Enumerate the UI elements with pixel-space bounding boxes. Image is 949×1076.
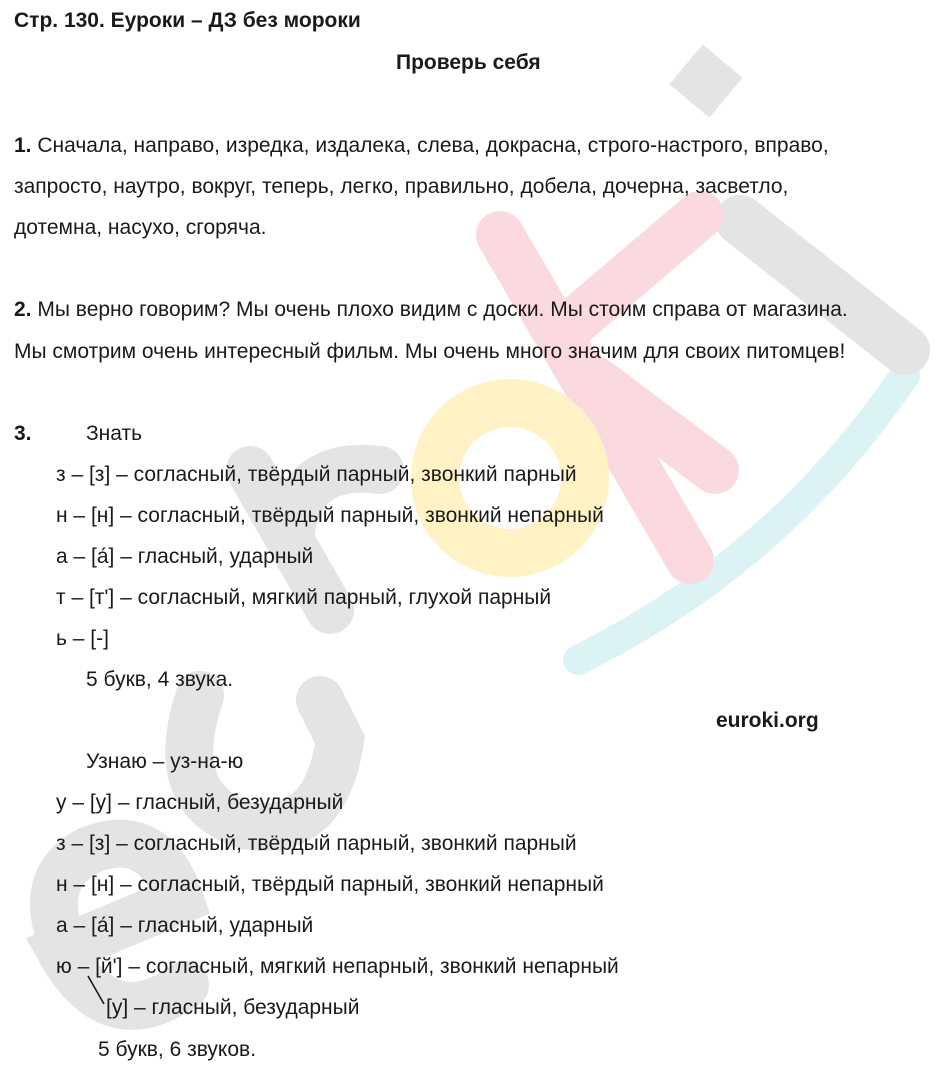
task2-number: 2. xyxy=(14,298,32,321)
word1-letter-2: н – [н] – согласный, твёрдый парный, звонкий непарный xyxy=(56,504,604,527)
word2-letter-4: а – [а́] – гласный, ударный xyxy=(56,914,314,937)
task3-number: 3. xyxy=(14,422,32,445)
word2-letter-5: ю – [й'] – согласный, мягкий непарный, звонкий непарный xyxy=(56,955,619,978)
task1-line-1: 1. Сначала, направо, изредка, издалека, слева, докрасна, строго-настрого, вправо, xyxy=(14,134,829,157)
word2-summary: 5 букв, 6 звуков. xyxy=(98,1038,257,1061)
word1-letter-3: а – [а́] – гласный, ударный xyxy=(56,545,314,568)
task1-line-2: запросто, наутро, вокруг, теперь, легко, правильно, добела, дочерна, засветло, xyxy=(14,175,789,198)
branch-connector xyxy=(86,974,106,1008)
word2-letter-2: з – [з] – согласный, твёрдый парный, звонкий парный xyxy=(56,832,577,855)
word2-title: Узнаю – уз-на-ю xyxy=(86,750,244,773)
word1-summary: 5 букв, 4 звука. xyxy=(86,668,234,691)
task2-line-2: Мы смотрим очень интересный фильм. Мы очень много значим для своих питомцев! xyxy=(14,340,846,363)
task1-number: 1. xyxy=(14,134,32,157)
word2-letter-3: н – [н] – согласный, твёрдый парный, звонкий непарный xyxy=(56,873,604,896)
page-header: Стр. 130. Еуроки – ДЗ без мороки xyxy=(14,9,361,32)
word2-branch: [у] – гласный, безударный xyxy=(106,996,360,1019)
word1-title: Знать xyxy=(86,422,143,445)
word2-letter-1: у – [у] – гласный, безударный xyxy=(56,791,344,814)
section-title: Проверь себя xyxy=(396,51,541,74)
word1-letter-5: ь – [-] xyxy=(56,627,109,650)
word1-letter-1: з – [з] – согласный, твёрдый парный, звонкий парный xyxy=(56,463,577,486)
task2-line-1: 2. Мы верно говорим? Мы очень плохо видим с доски. Мы стоим справа от магазина. xyxy=(14,298,848,321)
site-label: euroki.org xyxy=(716,709,819,732)
word1-letter-4: т – [т'] – согласный, мягкий парный, глухой парный xyxy=(56,586,552,609)
task1-line-3: дотемна, насухо, сгоряча. xyxy=(14,216,267,239)
